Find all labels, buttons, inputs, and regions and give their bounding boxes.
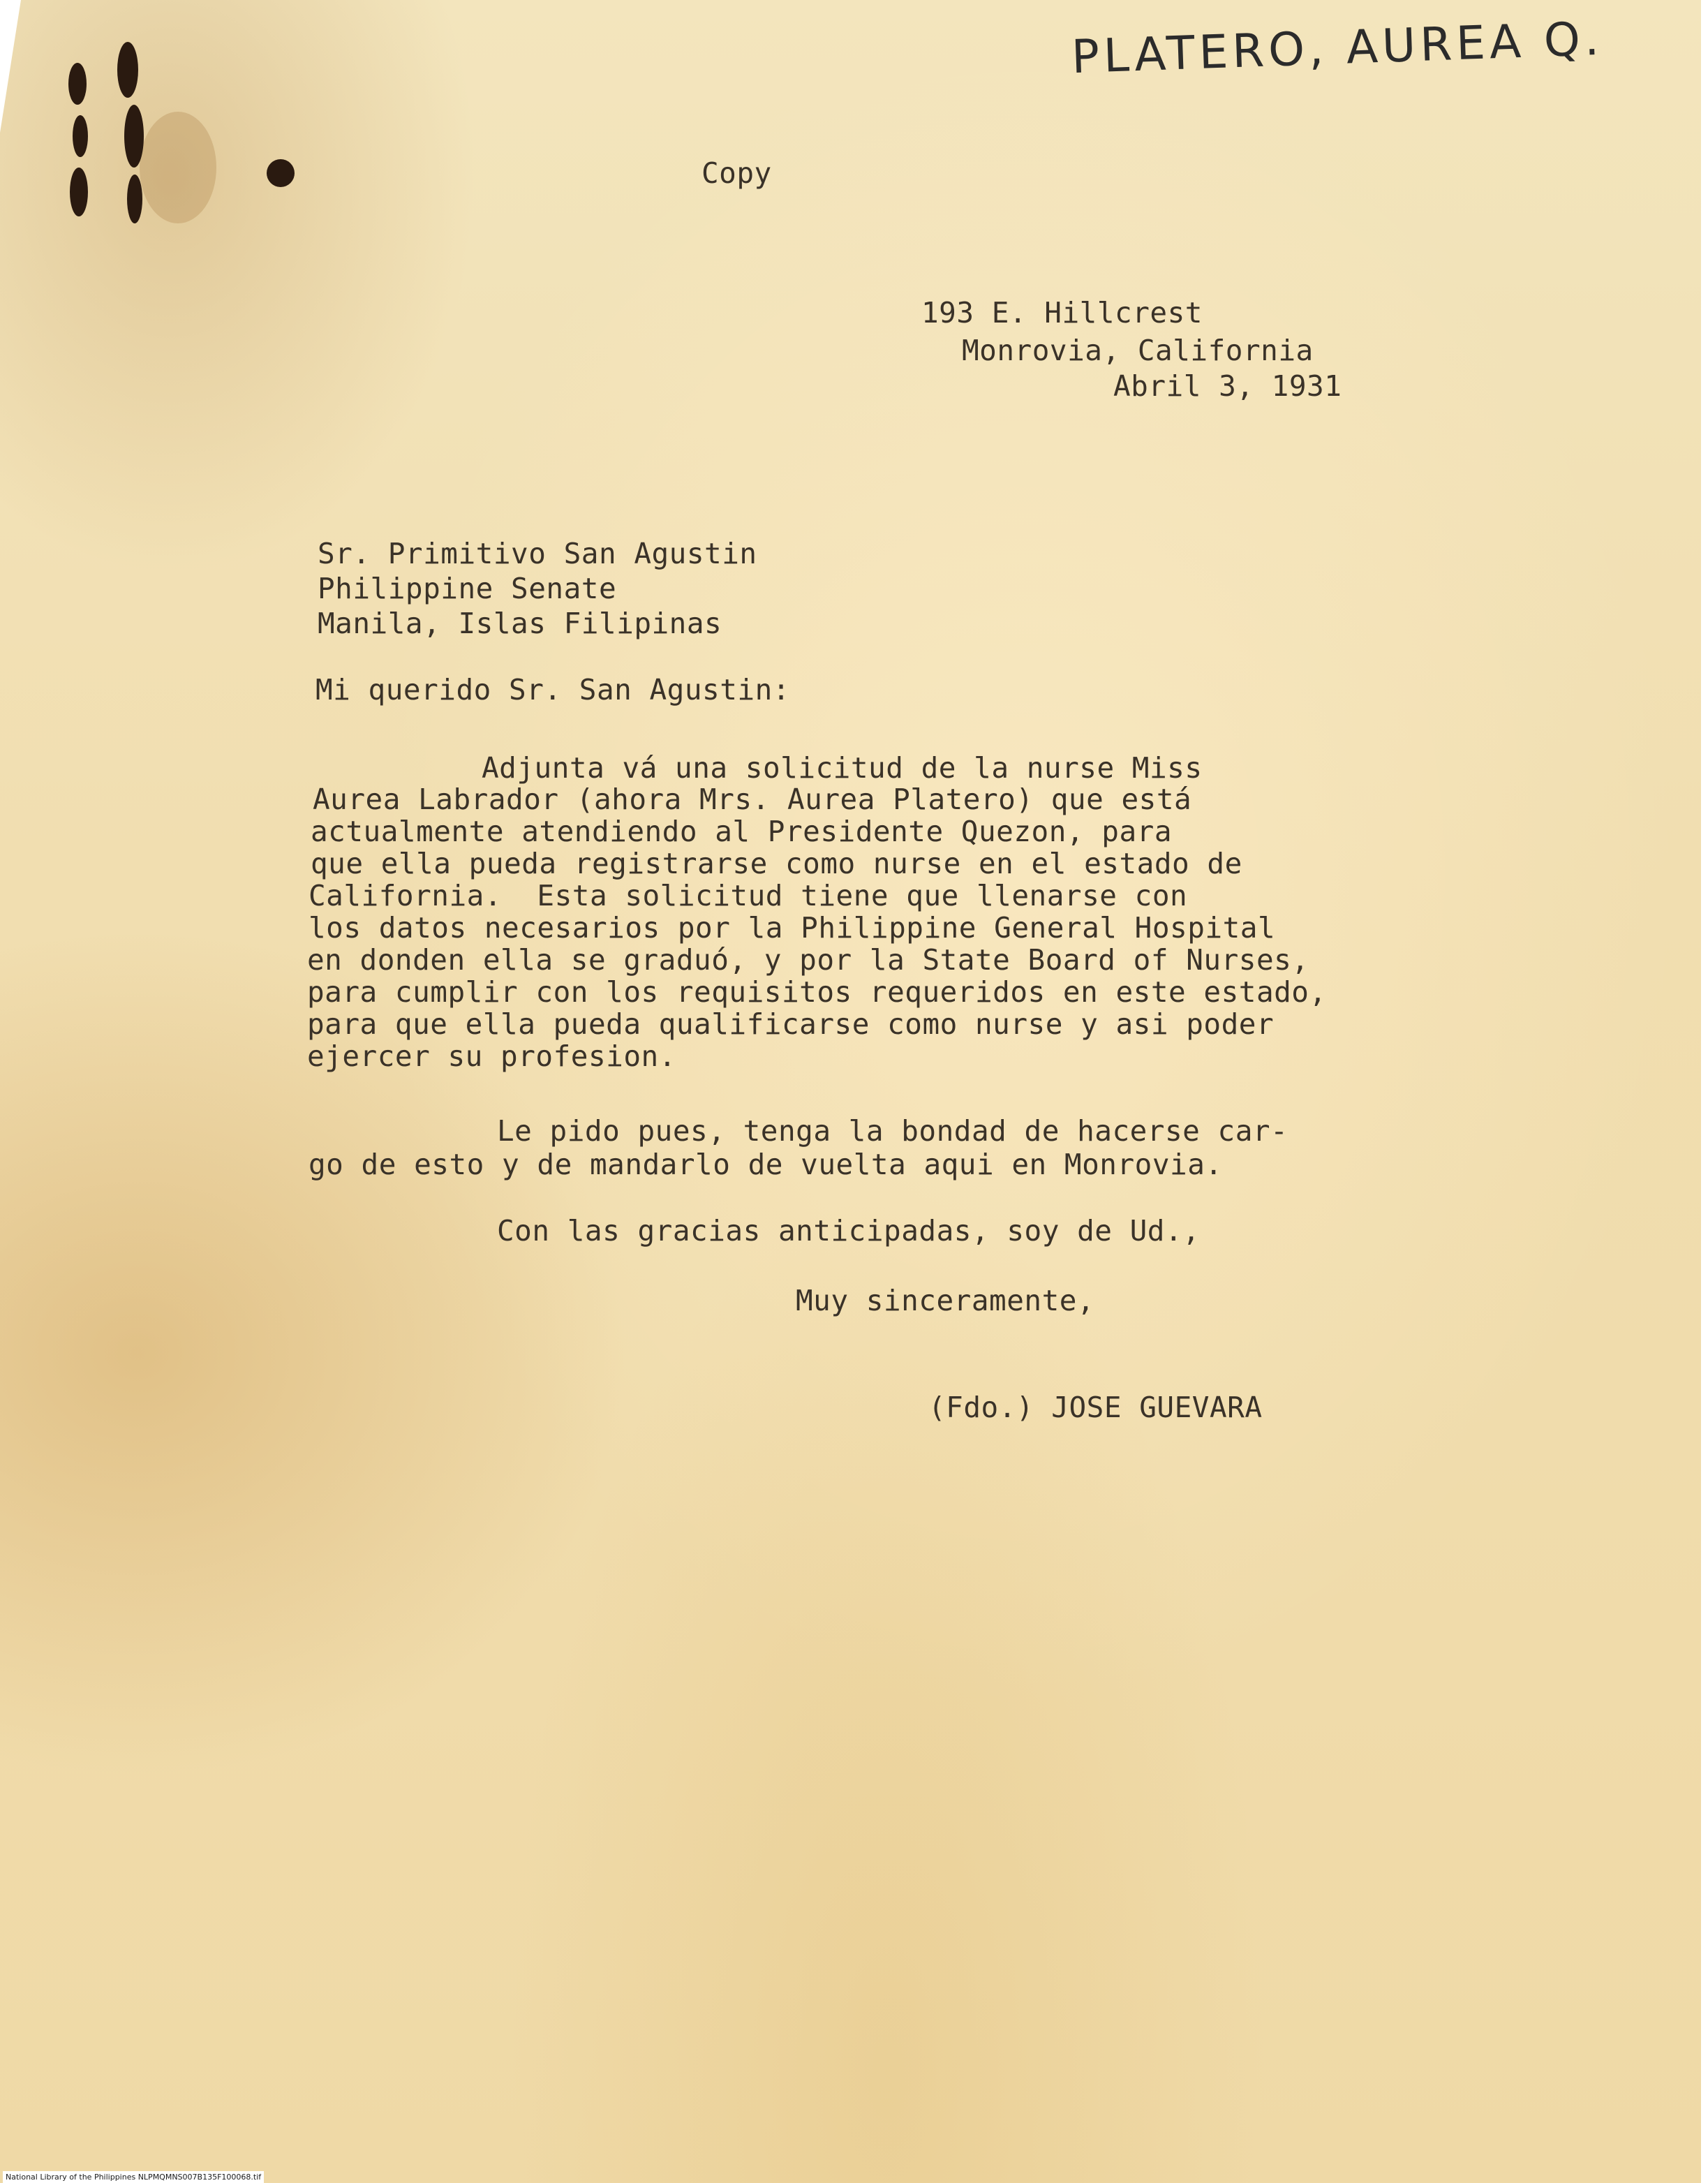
ink-stain [117,42,138,98]
recipient-address-line: Sr. Primitivo San Agustin [318,537,757,570]
body-line: ejercer su profesion. [307,1039,676,1073]
body-line: go de esto y de mandarlo de vuelta aqui en Monrovia. [309,1148,1223,1181]
salutation: Mi querido Sr. San Agustin: [315,673,790,706]
body-line: para cumplir con los requisitos requeridos en este estado, [307,975,1327,1009]
complimentary-close: Muy sinceramente, [796,1284,1095,1317]
body-line: los datos necesarios por la Philippine General Hospital [309,911,1276,945]
paper-stain [140,112,216,223]
ink-stain [127,175,142,223]
document-header: Copy [701,156,772,190]
ink-stain [73,115,88,157]
ink-stain [68,63,87,105]
body-line: actualmente atendiendo al Presidente Quezon, para [311,815,1173,848]
archive-caption: National Library of the Philippines NLPMQMNS007B135F100068.tif [3,2171,264,2183]
torn-corner [0,0,21,133]
body-line: Le pido pues, tenga la bondad de hacerse car- [497,1114,1289,1148]
handwritten-annotation: PLATERO, AUREA Q. [1070,11,1605,84]
body-line: Con las gracias anticipadas, soy de Ud., [497,1214,1201,1248]
recipient-address-line: Philippine Senate [318,572,617,605]
ink-stain [124,105,144,168]
body-line: Adjunta vá una solicitud de la nurse Miss [482,751,1203,785]
body-line: Aurea Labrador (ahora Mrs. Aurea Platero) que está [313,783,1192,816]
body-line: en donden ella se graduó, y por la State Board of Nurses, [307,943,1309,977]
sender-address-line: Monrovia, California [962,334,1314,367]
ink-stain [70,168,88,216]
letter-date: Abril 3, 1931 [1113,369,1342,403]
recipient-address-line: Manila, Islas Filipinas [318,607,722,640]
page-edge [1701,0,1708,2183]
body-line: California. Esta solicitud tiene que llenarse con [309,879,1188,912]
body-line: que ella pueda registrarse como nurse en el estado de [311,847,1242,880]
sender-address-line: 193 E. Hillcrest [921,296,1203,330]
ink-stain [267,159,295,187]
signature-line: (Fdo.) JOSE GUEVARA [928,1391,1263,1424]
body-line: para que ella pueda qualificarse como nurse y asi poder [307,1007,1275,1041]
